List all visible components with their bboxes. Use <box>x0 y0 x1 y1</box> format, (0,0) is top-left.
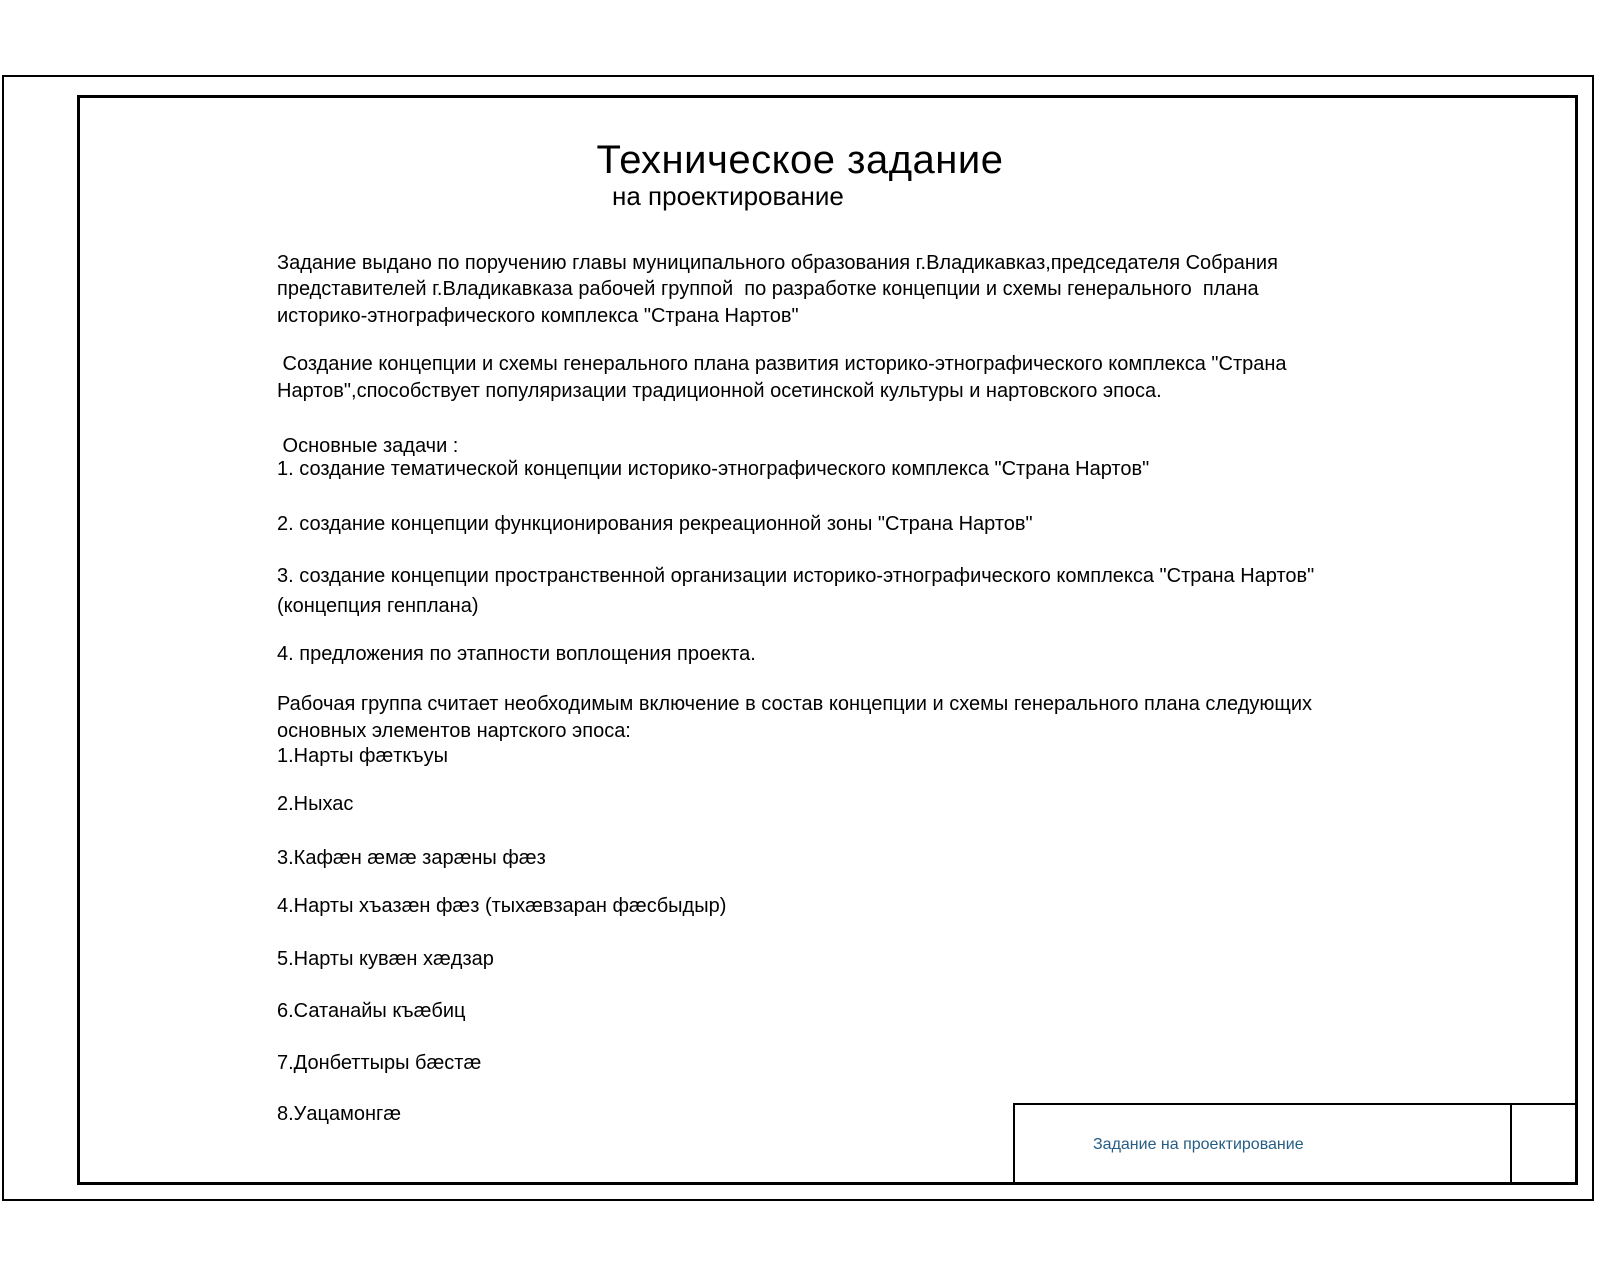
epos-element: 4.Нарты хъазæн фæз (тыхæвзаран фæсбыдыр) <box>277 895 727 917</box>
epos-element: 1.Нарты фæткъуы <box>277 745 449 767</box>
task-item: 3. создание концепции пространственной организации историко-этнографического комплекса "Страна Нартов" <box>277 565 1315 587</box>
paragraph-issued-line: Задание выдано по поручению главы муниципального образования г.Владикавказ,председателя Собрания <box>277 252 1278 274</box>
task-item: 4. предложения по этапности воплощения проекта. <box>277 643 756 665</box>
epos-element: 7.Донбеттыры бæстæ <box>277 1052 482 1074</box>
epos-element: 8.Уацамонгæ <box>277 1103 402 1125</box>
document-title: Техническое задание <box>596 138 1004 182</box>
epos-element: 2.Ныхас <box>277 793 354 815</box>
epos-element: 5.Нарты кувæн хæдзар <box>277 948 494 970</box>
task-item: 2. создание концепции функционирования рекреационной зоны "Страна Нартов" <box>277 513 1033 535</box>
inclusion-intro-line: основных элементов нартского эпоса: <box>277 720 631 742</box>
paragraph-issued-line: представителей г.Владикавказа рабочей группой по разработке концепции и схемы генерального плана <box>277 278 1259 300</box>
tasks-heading: Основные задачи : <box>277 435 459 457</box>
paragraph-purpose-line: Нартов",способствует популяризации традиционной осетинской культуры и нартовского эпоса. <box>277 380 1162 402</box>
paragraph-issued-line: историко-этнографического комплекса "Страна Нартов" <box>277 305 799 327</box>
inclusion-intro-line: Рабочая группа считает необходимым включение в состав концепции и схемы генерального плана следующих <box>277 693 1313 715</box>
epos-element: 3.Кафæн æмæ зарæны фæз <box>277 847 546 869</box>
document-subtitle: на проектирование <box>612 181 844 211</box>
task-item: 1. создание тематической концепции историко-этнографического комплекса "Страна Нартов" <box>277 458 1150 480</box>
title-block-divider <box>1510 1105 1512 1185</box>
paragraph-purpose-line: Создание концепции и схемы генерального плана развития историко-этнографического комплекса "Страна <box>277 353 1287 375</box>
task-item-continuation: (концепция генплана) <box>277 595 479 617</box>
epos-element: 6.Сатанайы къæбиц <box>277 1000 466 1022</box>
title-block <box>1013 1103 1578 1185</box>
title-block-label: Задание на проектирование <box>1093 1136 1304 1153</box>
